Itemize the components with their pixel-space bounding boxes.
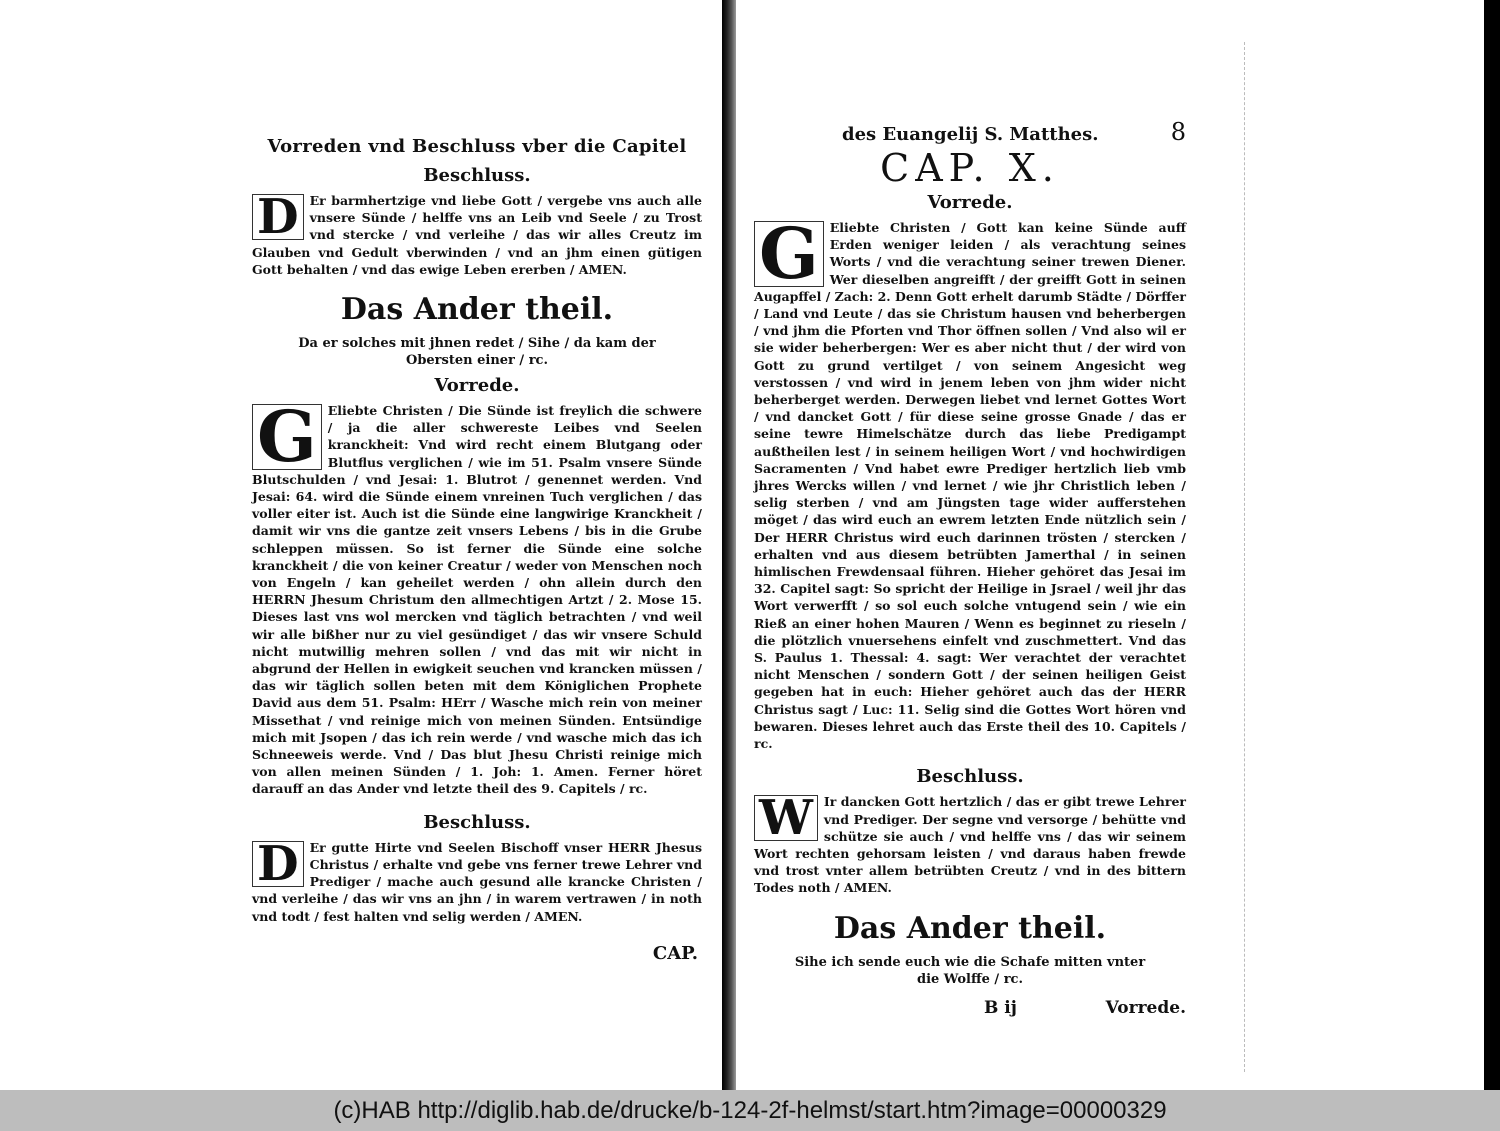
right-vorrede-heading: Vorrede. bbox=[927, 192, 1013, 213]
right-foot-row bbox=[754, 998, 1186, 1018]
left-running-head: Vorreden vnd Beschluss vber die Capitel bbox=[267, 136, 687, 157]
scan-edge bbox=[1484, 0, 1500, 1090]
right-running-head: des Euangelij S. Matthes. bbox=[842, 124, 1099, 145]
page-edge-line bbox=[1244, 42, 1305, 1072]
left-vorrede-heading: Vorrede. bbox=[434, 375, 520, 397]
left-part-title: Das Ander theil. bbox=[340, 292, 614, 328]
left-beschluss-2-paragraph bbox=[252, 835, 702, 925]
right-beschluss-text: Ir dancken Gott hertzlich / das er gibt trewe Lehrer vnd Prediger. Der segne vnd versorge / behütte vnd schütze sie auch / vnd helffe vns / das wir seinem Wort rechten gehorsam leisten / vnd daraus haben frewde vnd trost vnter allem betrübten Creutz / vnd in des bittern Todes noth / AMEN. bbox=[754, 794, 1186, 896]
right-running-head-row bbox=[754, 118, 1186, 146]
left-vorrede-text: Eliebte Christen / Die Sünde ist freylich die schwere / ja die aller schwereste Leibes vnd Seelen kranckheit: Vnd wird recht einem Blutgang oder Blutflus verglichen / wie im 51. Psalm vnsere Sünde Blutschulden / vnd Jesai: 1. Blutrot / genennet werden. Vnd Jesai: 64. wird die Sünde einem vnreinen Tuch verglichen / das voller eiter ist. Auch ist die Sünde eine langwirige Kranckheit / damit wir vns die gantze zeit vnsers Lebens / bis in die Grube schleppen müssen. So ist ferner die Sünde eine solche kranckheit / die von keiner Creatur / weder von Menschen noch von Engeln / kan geheilet werden / ohn allein durch den HERRN Jhesum Christum den allmechtigen Artzt / 2. Mose 15. Dieses last vns wol mercken vnd täglich betrachten / vnd weil wir alle bißher nur zu viel gesündiget / das wir vnsere Schuld nicht mutwillig mehren sollen / vnd das mit wir nicht in abgrund der Hellen in ewigkeit seuchen vnd krancken müssen / das wir täglich sollen beten mit dem Königlichen Prophete David aus dem 51. Psalm: HErr / Wasche mich rein von meiner Missethat / vnd reinige mich von meinen Sünden. Entsündige mich mit Jsopen / das ich rein werde / vnd wasche mich das ich Schneeweis werde. Vnd / Das blut Jhesu Christi reinige mich von allen meinen Sünden / 1. Joh: 1. Amen. Ferner höret darauff an das Ander vnd letzte theil des 9. Capitels / rc. bbox=[252, 403, 702, 797]
decorated-initial: D bbox=[252, 194, 304, 240]
footer-bar bbox=[0, 1090, 1500, 1131]
right-vorrede-text: Eliebte Christen / Gott kan keine Sünde auff Erden weniger leiden / als verachtung seines Worts / vnd die verachtung seiner trewen Diener. Wer dieselben angreifft / der greifft Gott in seinen Augapffel / Zach: 2. Denn Gott erhelt darumb Städte / Dörffer / Land vnd Leute / das sie Christum hausen vnd beherbergen / vnd jhm die Pforten vnd Thor öffnen sollen / Vnd also wil er sie wider beherbergen: Wer es aber nicht thut / der wird von Gott zu grund vertilget / von seinem Angesicht weg verstossen / vnd wird in jenem leben von jhm wider nicht beherberget werden. Derwegen liebet vnd lernet Gottes Wort / vnd dancket Gott / für diese seine grosse Gnade / das er seine tewre Himelschätze durch das liebe Predigampt außtheilen lest / in seinem heiligen Wort / vnd hochwirdigen Sacramenten / Vnd habet ewre Prediger hertzlich lieb vmb jhres Wercks willen / vnd lernet / wie jhr Christlich leben / selig sterben / vnd am Jüngsten tage wider aufferstehen möget / das wird euch an ewrem letzten Ende nützlich sein / Der HERR Christus wird euch darinnen trösten / stercken / erhalten vnd aus diesem betrübten Jamerthal / in seinen himlischen Frewdensaal führen. Hieher gehöret das Jesai im 32. Capitel sagt: So spricht der Heilige in Jsrael / weil jhr das Wort verwerfft / so sol euch solche vntugend sein / wie ein Rieß an einer hohen Mauren / Wenn es beginnet zu rieseln / die plötzlich vnuersehens einfelt vnd zuschmettert. Vnd das S. Paulus 1. Thessal: 4. sagt: Wer verachtet der verachtet nicht Menschen / sondern Gott / der seinen heiligen Geist gegeben hat in euch: Hieher gehöret auch das der HERR Christus sagt / Luc: 11. Selig sind die Gottes Wort hören vnd bewaren. Dieses lehret auch das Erste theil des 10. Capitels / rc. bbox=[754, 220, 1186, 752]
right-vorrede-paragraph bbox=[754, 212, 1186, 752]
page-number: 8 bbox=[1170, 118, 1186, 146]
decorated-initial: D bbox=[252, 841, 304, 887]
left-beschluss-1-heading: Beschluss. bbox=[423, 165, 531, 186]
left-beschluss-2-text: Er gutte Hirte vnd Seelen Bischoff vnser HERR Jhesus Christus / erhalte vnd gebe vns ferner trewe Lehrer vnd Prediger / mache auch gesund alle krancke Christen / vnd verleihe / das wir vns an jhn / in warem vertrawen / in noth vnd todt / fest halten vnd selig werden / AMEN. bbox=[252, 839, 702, 924]
left-page bbox=[0, 0, 726, 1090]
right-beschluss-heading: Beschluss. bbox=[916, 766, 1024, 788]
chapter-title: CAP. X. bbox=[880, 146, 1060, 190]
right-text-column bbox=[754, 118, 1186, 1018]
right-part-title: Das Ander theil. bbox=[833, 910, 1107, 946]
footer-source-text: (c)HAB http://diglib.hab.de/drucke/b-124-2f-helmst/start.htm?image=00000329 bbox=[333, 1096, 1167, 1124]
decorated-initial: G bbox=[754, 221, 824, 287]
left-vorrede-paragraph bbox=[252, 395, 702, 798]
left-text-column bbox=[252, 136, 702, 964]
decorated-initial: W bbox=[754, 795, 818, 841]
right-motto: Sihe ich sende euch wie die Schafe mitten vnter die Wolffe / rc. bbox=[794, 954, 1146, 987]
signature-mark: B ij bbox=[984, 997, 1017, 1018]
right-catchword: Vorrede. bbox=[1105, 997, 1186, 1018]
right-beschluss-paragraph bbox=[754, 790, 1186, 896]
left-beschluss-2-heading: Beschluss. bbox=[423, 811, 531, 833]
left-beschluss-1-paragraph bbox=[252, 189, 702, 278]
left-beschluss-1-text: Er barmhertzige vnd liebe Gott / vergebe vns auch alle vnsere Sünde / helffe vns an Leib vnd Seele / zu Trost vnd stercke / vnd verleihe / das wir alles Creutz im Glauben vnd Gedult vberwinden / vnd an jhm einen gütigen Gott behalten / vnd das ewige Leben ererben / AMEN. bbox=[252, 193, 702, 277]
decorated-initial: G bbox=[252, 404, 322, 470]
left-motto: Da er solches mit jhnen redet / Sihe / da kam der Obersten einer / rc. bbox=[298, 336, 656, 369]
left-catchword: CAP. bbox=[652, 942, 698, 964]
